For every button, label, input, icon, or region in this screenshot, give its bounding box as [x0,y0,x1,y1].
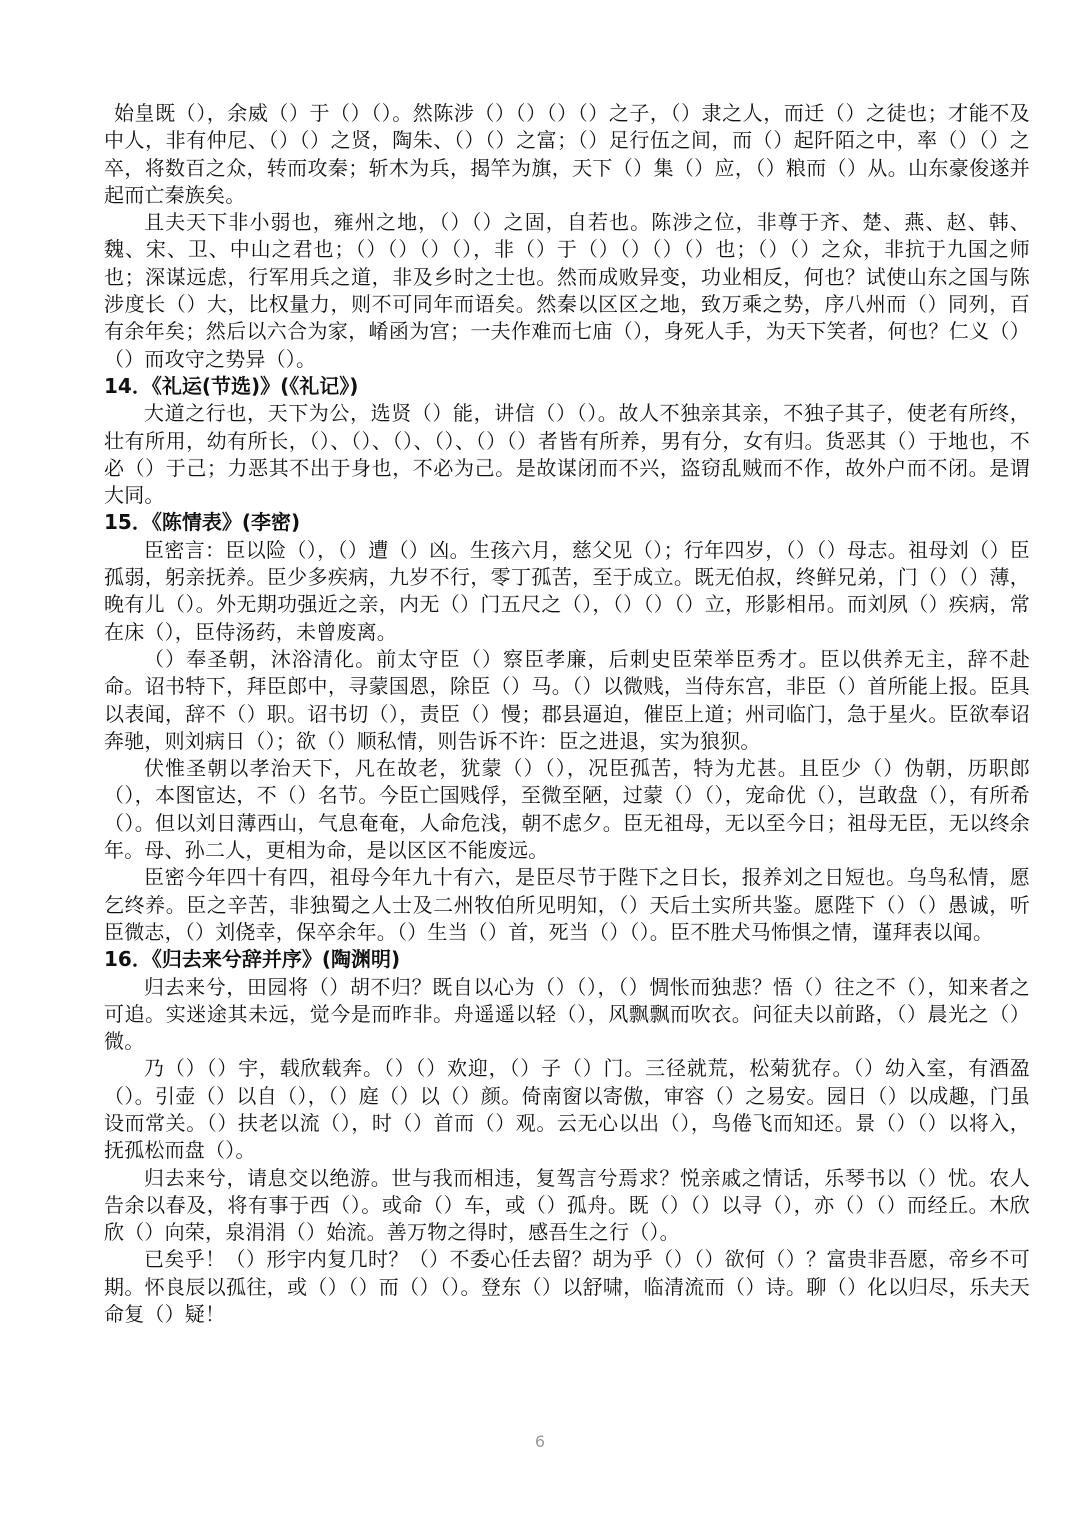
paragraph-chenqingbiao-3: 伏惟圣朝以孝治天下，凡在故老，犹蒙（）（），况臣孤苦，特为尤甚。且臣少（）伪朝，历职郎（），本图宦达，不（）名节。今臣亡国贱俘，至微至陋，过蒙（）（），宠命优（），岂敢盘（），有所希（）。但以刘日薄西山，气息奄奄，人命危浅，朝不虑夕。臣无祖母，无以至今日；祖母无臣，无以终余年。母、孙二人，更相为命，是以区区不能废远。 [104,756,1030,863]
section-heading-chenqingbiao: 15．《陈情表》(李密) [104,510,301,535]
paragraph-guiqulaixici-3: 归去来兮，请息交以绝游。世与我而相违，复驾言兮焉求？悦亲戚之情话，乐琴书以（）忧。农人告余以春及，将有事于西（）。或命（）车，或（）孤舟。既（）（）以寻（），亦（）（）而经丘。木欣欣（）向荣，泉涓涓（）始流。善万物之得时，感吾生之行（）。 [104,1165,1030,1245]
paragraph-guoqinlun-2: 且夫天下非小弱也，雍州之地，（）（）之固，自若也。陈涉之位，非尊于齐、楚、燕、赵、韩、魏、宋、卫、中山之君也；（）（）（）（），非（）于（）（）（）（）也；（）（）之众，非抗于九国之师也；深谋远虑，行军用兵之道，非及乡时之士也。然而成败异变，功业相反，何也？试使山东之国与陈涉度长（）大，比权量力，则不可同年而语矣。然秦以区区之地，致万乘之势，序八州而（）同列，百有余年矣；然后以六合为家，崤函为宫；一夫作难而七庙（），身死人手，为天下笑者，何也？仁义（）（）而攻守之势异（）。 [104,210,1030,371]
paragraph-guiqulaixici-2: 乃（）（）宇，载欣载奔。（）（）欢迎，（）子（）门。三径就荒，松菊犹存。（）幼入室，有酒盈（）。引壶（）以自（），（）庭（）以（）颜。倚南窗以寄傲，审容（）之易安。园日（）以成趣，门虽设而常关。（）扶老以流（），时（）首而（）观。云无心以出（），鸟倦飞而知还。景（）（）以将入，抚孤松而盘（）。 [104,1056,1030,1163]
section-heading-liyun: 14．《礼运(节选)》(《礼记》) [104,373,359,398]
paragraph-guoqinlun-1: 始皇既（），余威（）于（）（）。然陈涉（）（）（）（）之子，（）隶之人，而迁（）之徒也；才能不及中人，非有仲尼、（）（）之贤，陶朱、（）（）之富；（）足行伍之间，而（）起阡陌之中，率（）（）之卒，将数百之众，转而攻秦；斩木为兵，揭竿为旗，天下（）集（）应，（）粮而（）从。山东豪俊遂并起而亡秦族矣。 [104,101,1030,207]
paragraph-guiqulaixici-1: 归去来兮，田园将（）胡不归？既自以心为（）（），（）惆怅而独悲？悟（）往之不（），知来者之可追。实迷途其未远，觉今是而昨非。舟遥遥以轻（），风飘飘而吹衣。问征夫以前路，（）晨光之（）微。 [104,974,1030,1054]
page-number: 6 [534,1432,546,1451]
paragraph-chenqingbiao-2: （）奉圣朝，沐浴清化。前太守臣（）察臣孝廉，后刺史臣荣举臣秀才。臣以供养无主，辞不赴命。诏书特下，拜臣郎中，寻蒙国恩，除臣（）马。（）以微贱，当侍东宫，非臣（）首所能上报。臣具以表闻，辞不（）职。诏书切（），责臣（）慢；郡县逼迫，催臣上道；州司临门，急于星火。臣欲奉诏奔驰，则刘病日（）；欲（）顺私情，则告诉不许：臣之进退，实为狼狈。 [104,646,1030,753]
paragraph-chenqingbiao-1: 臣密言：臣以险（），（）遭（）凶。生孩六月，慈父见（）；行年四岁，（）（）母志。祖母刘（）臣孤弱，躬亲抚养。臣少多疾病，九岁不行，零丁孤苦，至于成立。既无伯叔，终鲜兄弟，门（）（）薄，晚有儿（）。外无期功强近之亲，内无（）门五尺之（），（）（）（）立，形影相吊。而刘夙（）疾病，常在床（），臣侍汤药，未曾废离。 [104,537,1030,644]
paragraph-chenqingbiao-4: 臣密今年四十有四，祖母今年九十有六，是臣尽节于陛下之日长，报养刘之日短也。乌鸟私情，愿乞终养。臣之辛苦，非独蜀之人士及二州牧伯所见明知，（）天后土实所共鉴。愿陛下（）（）愚诚，听臣微志，（）刘侥幸，保卒余年。（）生当（）首，死当（）（）。臣不胜犬马怖惧之情，谨拜表以闻。 [104,865,1030,944]
paragraph-liyun-1: 大道之行也，天下为公，选贤（）能，讲信（）（）。故人不独亲其亲，不独子其子，使老有所终，壮有所用，幼有所长，（）、（）、（）、（）、（）（）者皆有所养，男有分，女有归。货恶其（）于地也，不必（）于己；力恶其不出于身也，不必为己。是故谋闭而不兴，盗窃乱贼而不作，故外户而不闭。是谓大同。 [104,401,1030,508]
paragraph-guiqulaixici-4: 已矣乎！（）形宇内复几时？（）不委心任去留？胡为乎（）（）欲何（）？富贵非吾愿，帝乡不可期。怀良辰以孤往，或（）（）而（）（）。登东（）以舒啸，临清流而（）诗。聊（）化以归尽，乐夫天命复（）疑！ [104,1247,1030,1327]
section-heading-guiqulaixici: 16．《归去来兮辞并序》(陶渊明) [104,947,401,972]
